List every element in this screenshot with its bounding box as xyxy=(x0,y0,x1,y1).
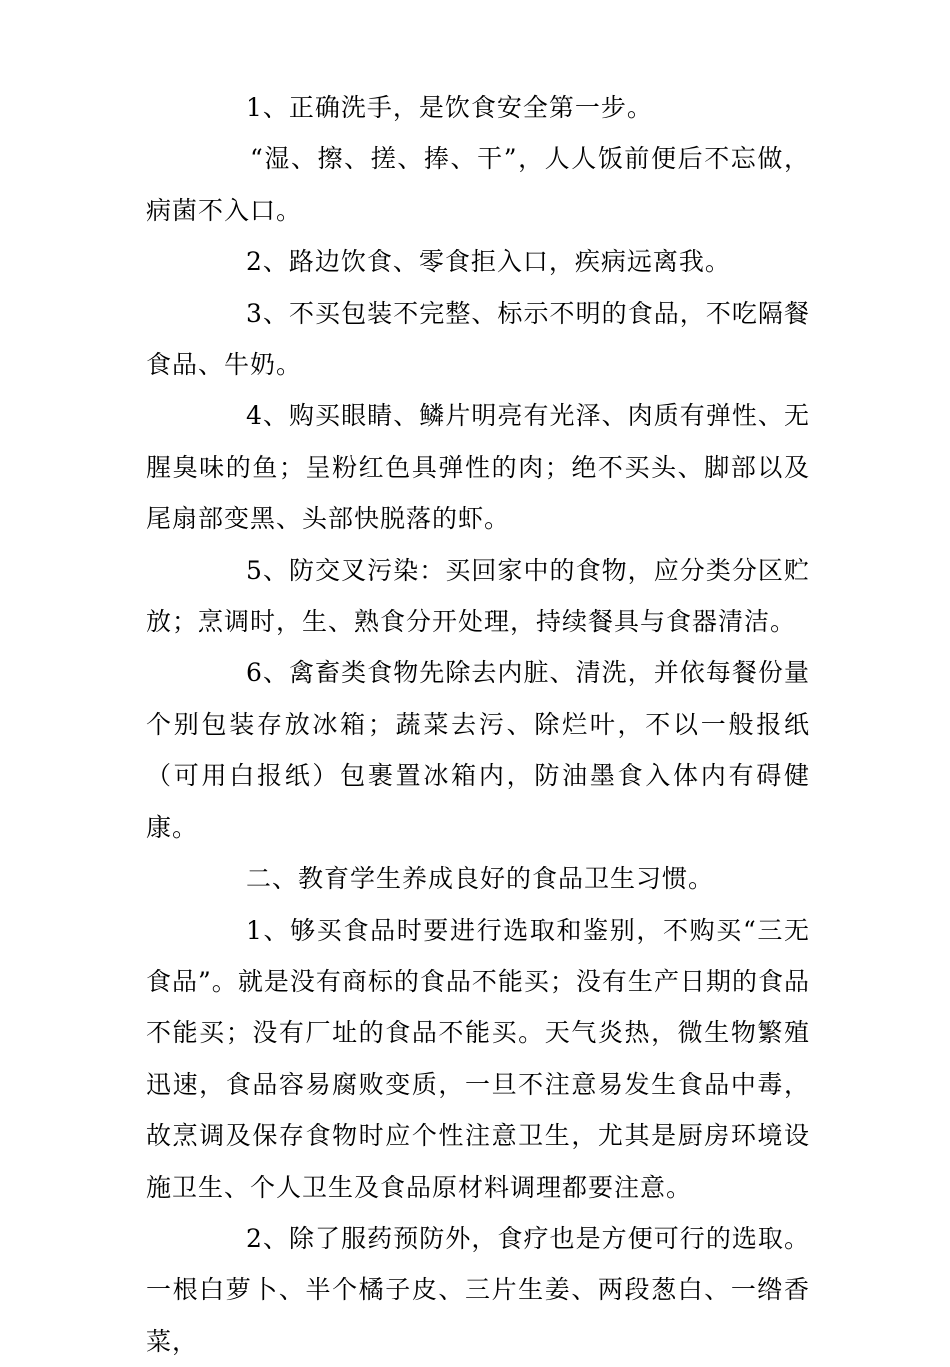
paragraph-4: 3、不买包装不完整、标示不明的食品，不吃隔餐食品、牛奶。 xyxy=(146,298,810,380)
paragraph-9: 1、够买食品时要进行选取和鉴别，不购买“三无食品”。就是没有商标的食品不能买；没有生产日期的食品不能买；没有厂址的食品不能买。天气炎热，微生物繁殖迅速，食品容易腐败变质，一旦不注意易发生食品中毒，故烹调及保存食物时应个性注意卫生，尤其是厨房环境设施卫生、个人卫生及食品原材料调理都要注意。 xyxy=(146,915,810,1202)
paragraph-5: 4、购买眼睛、鳞片明亮有光泽、肉质有弹性、无腥臭味的鱼；呈粉红色具弹性的肉；绝不买头、脚部以及尾扇部变黑、头部快脱落的虾。 xyxy=(146,401,810,534)
paragraph-2: “湿、擦、搓、捧、干”，人人饭前便后不忘做，病菌不入口。 xyxy=(146,144,810,225)
paragraph-10: 2、除了服药预防外，食疗也是方便可行的选取。一根白萝卜、半个橘子皮、三片生姜、两段葱白、一绺香菜， xyxy=(146,1223,810,1356)
section-heading: 二、教育学生养成良好的食品卫生习惯。 xyxy=(246,864,715,894)
paragraph-6: 5、防交叉污染：买回家中的食物，应分类分区贮放；烹调时，生、熟食分开处理，持续餐具与食器清洁。 xyxy=(146,555,810,637)
paragraph-7: 6、禽畜类食物先除去内脏、清洗，并依每餐份量个别包装存放冰箱；蔬菜去污、除烂叶，不以一般报纸（可用白报纸）包裹置冰箱内，防油墨食入体内有碍健康。 xyxy=(146,658,810,842)
document-body xyxy=(146,82,810,1367)
paragraph-3: 2、路边饮食、零食拒入口，疾病远离我。 xyxy=(246,247,731,277)
paragraph-1: 1、正确洗手，是饮食安全第一步。 xyxy=(246,93,653,122)
